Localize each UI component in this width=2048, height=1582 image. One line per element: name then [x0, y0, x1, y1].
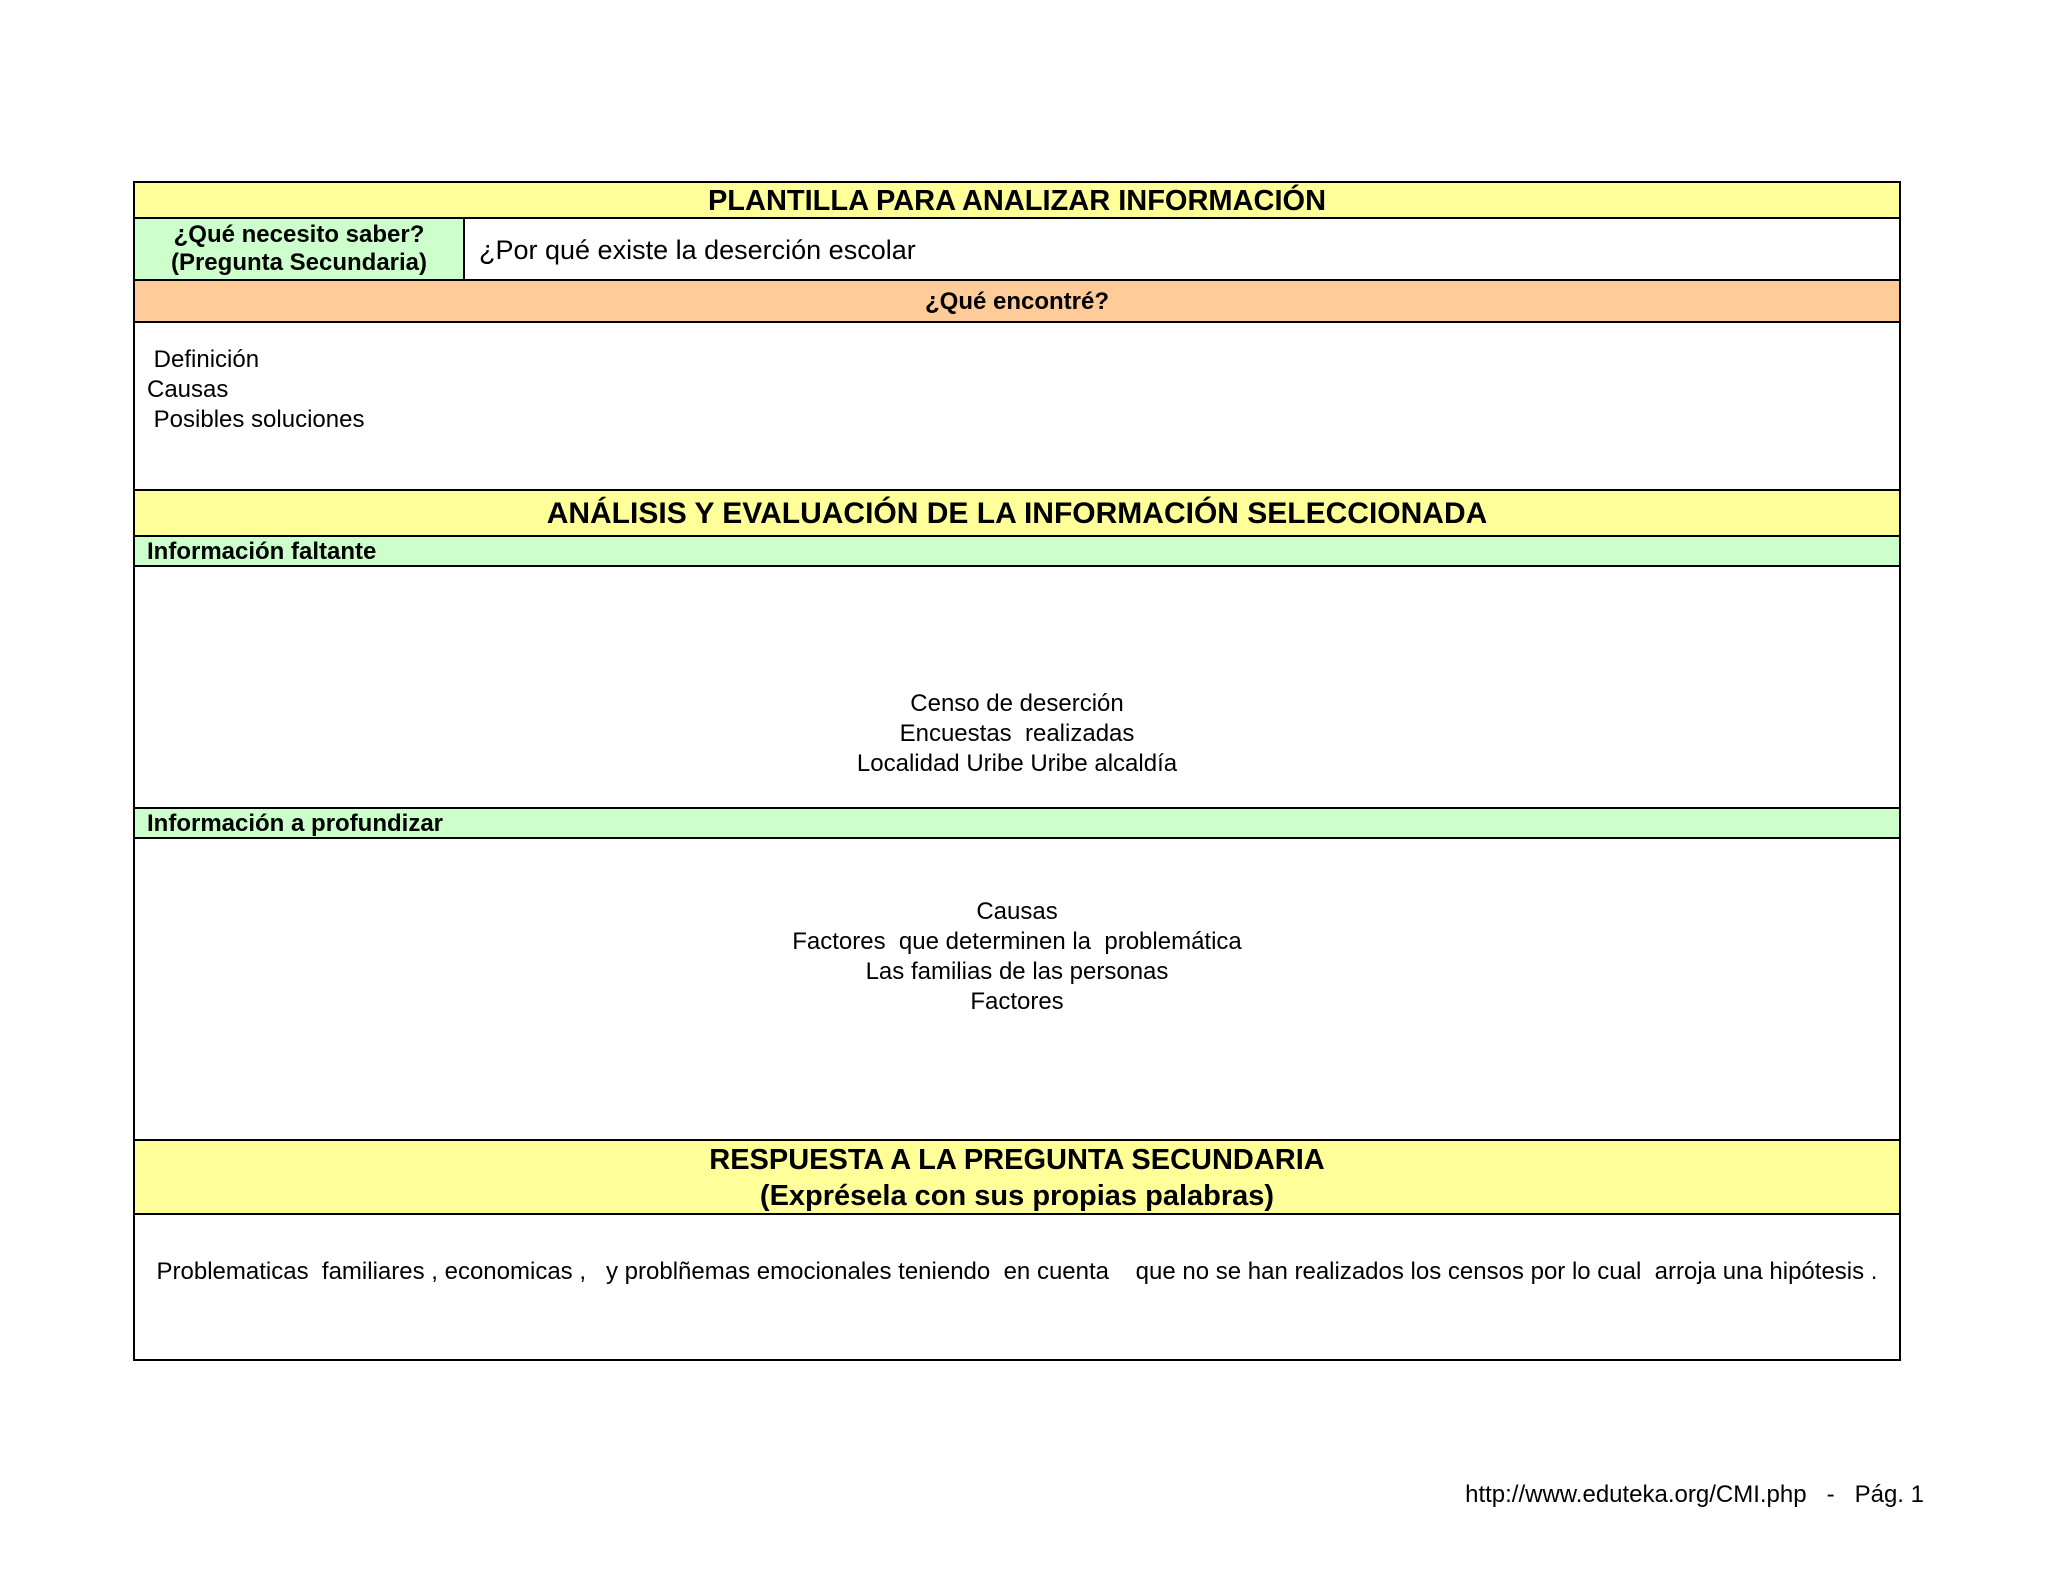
missing-info-line: Localidad Uribe Uribe alcaldía [856, 750, 1178, 777]
missing-info-header: Información faltante [135, 537, 1899, 567]
template-title: PLANTILLA PARA ANALIZAR INFORMACIÓN [135, 183, 1899, 219]
deepen-info-line: Las familias de las personas [865, 958, 1169, 985]
deepen-info-line: Causas [976, 898, 1058, 925]
page-footer: http://www.eduteka.org/CMI.php - Pág. 1 [1465, 1481, 1924, 1508]
secondary-question-value: ¿Por qué existe la deserción escolar [465, 219, 1899, 279]
deepen-info-line: Factores [970, 988, 1064, 1015]
found-line: Definición [147, 346, 260, 373]
missing-info-line: Censo de deserción [910, 690, 1124, 717]
deepen-info-header: Información a profundizar [135, 809, 1899, 839]
secondary-question-row [135, 219, 1899, 281]
found-line: Causas [147, 376, 229, 403]
answer-title-line1: RESPUESTA A LA PREGUNTA SECUNDARIA [709, 1144, 1325, 1176]
secondary-question-label [135, 219, 465, 279]
found-header: ¿Qué encontré? [135, 281, 1899, 323]
deepen-info-content [135, 839, 1899, 1141]
secondary-question-label-line2: (Pregunta Secundaria) [170, 249, 428, 276]
analysis-title: ANÁLISIS Y EVALUACIÓN DE LA INFORMACIÓN SELECCIONADA [135, 491, 1899, 537]
found-content [135, 323, 1899, 491]
answer-title-line2: (Exprésela con sus propias palabras) [759, 1180, 1275, 1212]
missing-info-content [135, 567, 1899, 809]
found-line: Posibles soluciones [147, 406, 365, 433]
answer-content: Problematicas familiares , economicas , y problñemas emocionales teniendo en cuenta que no se han realizados los censos por lo cual arroja una hipótesis . [135, 1215, 1899, 1359]
answer-title [135, 1141, 1899, 1215]
deepen-info-line: Factores que determinen la problemática [792, 928, 1242, 955]
analysis-template-table [133, 181, 1901, 1361]
missing-info-line: Encuestas realizadas [899, 720, 1135, 747]
secondary-question-label-line1: ¿Qué necesito saber? [173, 221, 425, 248]
